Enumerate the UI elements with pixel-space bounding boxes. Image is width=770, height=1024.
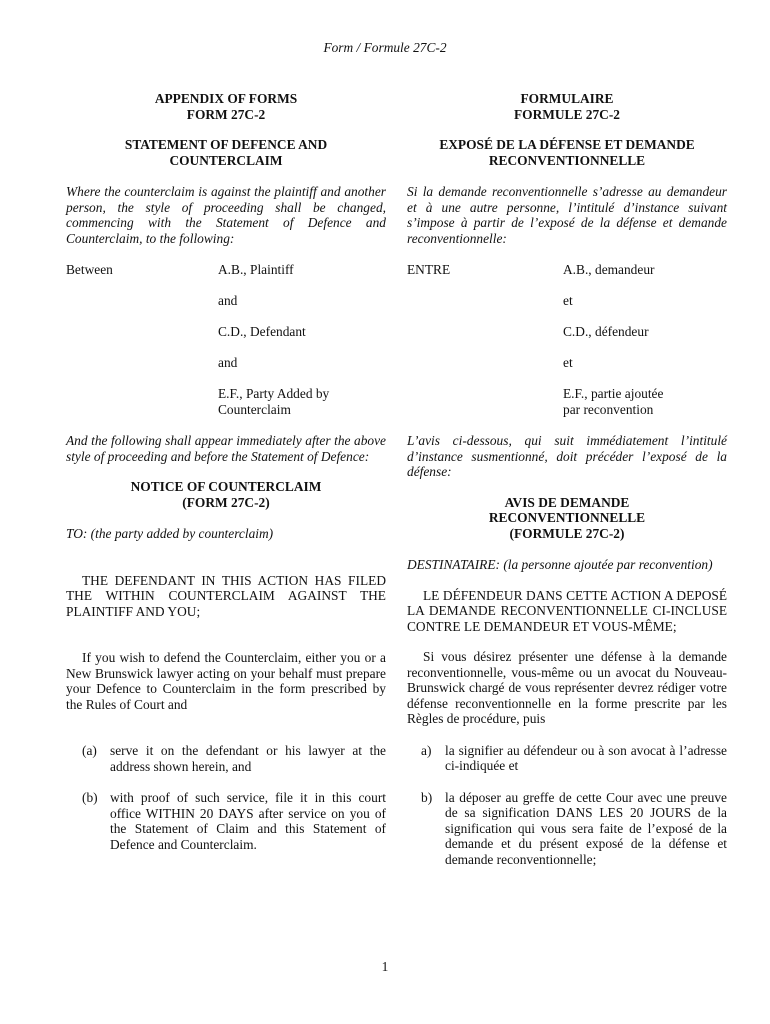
demandeur-line: A.B., demandeur [563,262,655,277]
notice-heading-fr: AVIS DE DEMANDE RECONVENTIONNELLE (FORMULE 27C-2) [488,494,646,541]
between-label: Between [66,262,113,277]
defend-paragraph: If you wish to defend the Counterclaim, either you or a New Brunswick lawyer acting on your behalf must prepare your Defence to Counterclaim in the form prescribed by the Rules of Court and [66,650,386,712]
list-item-a-fr [407,743,727,774]
item-a-marker: (a) [82,743,97,758]
appendix-heading: APPENDIX OF FORMS FORM 27C-2 [154,91,298,122]
page-number: 1 [381,959,389,974]
style-of-proceeding [66,262,386,417]
item-b-text: with proof of such service, file it in this court office WITHIN 20 DAYS after service on you of the Statement of Claim and this Statement of Defence and Counterclaim. [110,790,386,852]
list-item-b-fr [407,790,727,868]
partie-ajoutee-line-1: E.F., partie ajoutée [563,386,664,401]
item-b-marker-fr: b) [421,789,433,805]
following-paragraph-fr: L’avis ci-dessous, qui suit immédiatement l’intitulé d’instance susmentionné, doit précéder l’exposé de la défense: [407,433,727,479]
item-a-marker-fr: a) [421,742,432,758]
form-title: STATEMENT OF DEFENCE AND COUNTERCLAIM [124,137,328,168]
to-line: TO: (the party added by counterclaim) [66,526,274,541]
entre-label: ENTRE [407,262,451,277]
item-a-text-fr: la signifier au défendeur ou à son avocat à l’adresse ci-indiquée et [445,742,727,773]
list-item-b [66,790,386,852]
item-b-text-fr: la déposer au greffe de cette Cour avec une preuve de sa signification DANS LES 20 JOURS de la signification qui vous sera faite de l’exposé de la demande et du présent exposé de la défense et demande reconventionnelle; [445,789,727,867]
running-header: Form / Formule 27C-2 [323,40,447,55]
et-line-1: et [563,293,573,308]
notice-heading: NOTICE OF COUNTERCLAIM (FORM 27C-2) [130,479,322,510]
item-b-marker: (b) [82,790,98,805]
party-added-line-1: E.F., Party Added by [218,386,330,401]
intro-paragraph: Where the counterclaim is against the plaintiff and another person, the style of proceeding shall be changed, commencing with the Statement of Defence and Counterclaim, to the following: [66,184,386,246]
and-line-1: and [218,293,238,308]
form-title-fr: EXPOSÉ DE LA DÉFENSE ET DEMANDE RECONVENTIONNELLE [439,137,695,168]
item-a-text: serve it on the defendant or his lawyer at the address shown herein, and [110,743,386,774]
party-added-line-2: Counterclaim [218,401,291,417]
defendeur-line: C.D., défendeur [563,324,649,339]
destinataire-line: DESTINATAIRE: (la personne ajoutée par reconvention) [407,557,713,572]
list-item-a [66,743,386,774]
style-of-proceeding-fr [407,262,727,417]
filed-paragraph: THE DEFENDANT IN THIS ACTION HAS FILED THE WITHIN COUNTERCLAIM AGAINST THE PLAINTIFF AND YOU; [66,572,386,619]
formulaire-heading: FORMULAIRE FORMULE 27C-2 [513,91,620,122]
following-paragraph: And the following shall appear immediately after the above style of proceeding and before the Statement of Defence: [66,433,386,464]
partie-ajoutee-line-2: par reconvention [563,401,654,417]
defendant-line: C.D., Defendant [218,324,306,339]
and-line-2: and [218,355,238,370]
english-column [66,91,386,852]
filed-paragraph-fr: LE DÉFENDEUR DANS CETTE ACTION A DEPOSÉ LA DEMANDE RECONVENTIONNELLE CI-INCLUSE CONTRE LE DEMANDEUR ET VOUS-MÊME; [407,587,727,634]
plaintiff-line: A.B., Plaintiff [218,262,294,277]
french-column [407,91,727,867]
defend-paragraph-fr: Si vous désirez présenter une défense à la demande reconventionnelle, vous-même ou un avocat du Nouveau-Brunswick chargé de vous représenter devrez rédiger votre défense reconventionnelle en la forme prescrite par les Règles de procédure, puis [407,649,727,726]
intro-paragraph-fr: Si la demande reconventionnelle s’adresse au demandeur et à une autre personne, l’intitulé d’instance suivant s’impose à partir de l’exposé de la défense et demande reconventionnelle: [407,184,727,246]
et-line-2: et [563,355,573,370]
